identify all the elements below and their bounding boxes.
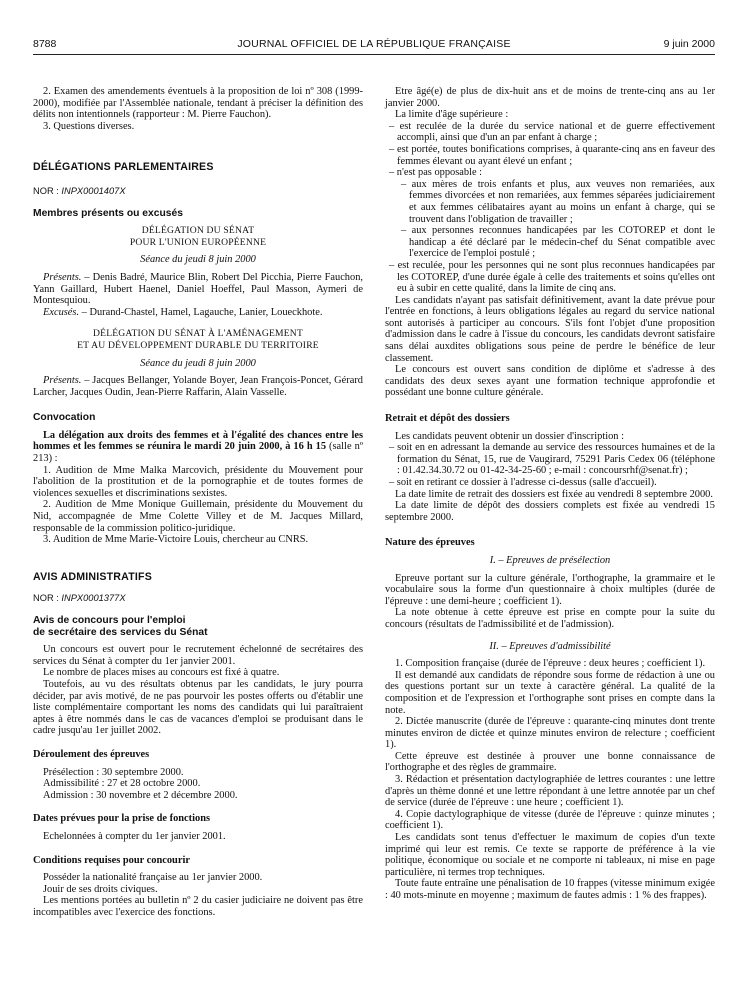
convocation-item: 2. Audition de Mme Monique Guillemain, présidente du Mouvement du Nid, accompagnée de Mme Colette Villey et de M. Jacques Millard, responsable de la commission politico-juridique. bbox=[33, 499, 363, 534]
subtitle-dates: Dates prévues pour la prise de fonctions bbox=[33, 813, 211, 825]
date-line: Présélection : 30 septembre 2000. bbox=[43, 766, 184, 778]
paragraph: Le concours est ouvert sans condition de diplôme et s'adresse à des candidats des deux sexes ayant une formation technique approfondie et possédant une bonne culture générale. bbox=[385, 364, 715, 399]
delegation-name: DÉLÉGATION DU SÉNAT À L'AMÉNAGEMENT bbox=[93, 328, 303, 340]
paragraph: La date limite de retrait des dossiers est fixée au vendredi 8 septembre 2000. bbox=[395, 488, 713, 500]
sub-list-item: – aux mères de trois enfants et plus, aux veuves non remariées, aux femmes divorcées et non remariées, aux femmes séparées judiciairement et aux femmes célibataires ayant au moins un enfant à charge, qui se trouvent dans l'obligation de travailler ; bbox=[401, 178, 715, 225]
date-line: Admission : 30 novembre et 2 décembre 2000. bbox=[43, 789, 238, 801]
list-item: – soit en en adressant la demande au service des ressources humaines et de la formation du Sénat, 15, rue de Vaugirard, 75291 Paris Cedex 06 (téléphone : 01.42.34.30.72 ou 01-42-34-25-60 ; e-mail : concoursrhf@senat.fr) ; bbox=[389, 442, 715, 477]
date-line: Admissibilité : 27 et 28 octobre 2000. bbox=[43, 778, 201, 790]
paragraph: Les candidats n'ayant pas satisfait définitivement, avant la date prévue pour l'entrée en fonctions, à leurs obligations légales au regard du service national sont autorisés à participer au concours. S'ils font l'objet d'une proposition d'admission dans le cadre à l'issue du concours, les candidats devront satisfaire sans délai auxdites obligations sous peine de perdre le bénéfice de leur classement. bbox=[385, 294, 715, 364]
convocation-item: 1. Audition de Mme Malka Marcovich, présidente du Mouvement pour l'abolition de la prostitution et de la pornographie et de toutes formes de violences sexuelles et discriminations sexistes. bbox=[33, 464, 363, 499]
presents-list: Présents. – Denis Badré, Maurice Blin, Robert Del Picchia, Pierre Fauchon, Yann Gaillard, Hubert Haenel, Daniel Hoeffel, Paul Masson, Aymeri de Montesquiou. bbox=[33, 271, 363, 307]
paragraph: La date limite de dépôt des dossiers complets est fixée au vendredi 15 septembre 2000. bbox=[385, 500, 715, 523]
convocation-item: 3. Audition de Mme Marie-Victoire Louis, chercheur au CNRS. bbox=[43, 534, 309, 546]
nor-reference: NOR : INPX0001377X bbox=[33, 593, 126, 604]
paragraph: Echelonnées à compter du 1er janvier 2001. bbox=[43, 830, 226, 842]
page-header bbox=[33, 38, 715, 54]
paragraph: Epreuve portant sur la culture générale, l'orthographe, la grammaire et le vocabulaire sous la forme d'un questionnaire à choix multiples (durée de l'épreuve : une demi-heure ; coefficient 1). bbox=[385, 572, 715, 607]
paragraph: La limite d'âge supérieure : bbox=[395, 109, 509, 121]
list-item: – soit en retirant ce dossier à l'adresse ci-dessus (salle d'accueil). bbox=[389, 477, 657, 488]
journal-title: JOURNAL OFFICIEL DE LA RÉPUBLIQUE FRANÇAISE bbox=[237, 38, 511, 50]
subtitle-retrait: Retrait et dépôt des dossiers bbox=[385, 413, 510, 425]
agenda-item: 2. Examen des amendements éventuels à la proposition de loi nº 308 (1999-2000), modifiée par l'Assemblée nationale, tendant à préciser la définition des délits non intentionnels (rapporteur : M. Pierre Fauchon). bbox=[33, 86, 363, 121]
seance-date: Séance du jeudi 8 juin 2000 bbox=[140, 254, 256, 266]
seance-date: Séance du jeudi 8 juin 2000 bbox=[140, 357, 256, 369]
list-item: – est reculée de la durée du service national et de guerre effectivement accompli, ainsi que d'un an par enfant à charge ; bbox=[389, 120, 715, 144]
subtitle-preselection: I. – Epreuves de présélection bbox=[489, 554, 611, 566]
subtitle-admissibilite: II. – Epreuves d'admissibilité bbox=[489, 640, 611, 652]
left-column bbox=[33, 86, 363, 918]
list-item: – est reculée, pour les personnes qui ne sont plus reconnues handicapées par les COTOREP, d'une durée égale à celle des traitements et soins qu'elles ont eu à subir en cette qualité, dans la limite de cinq ans. bbox=[389, 259, 715, 295]
paragraph: Les candidats peuvent obtenir un dossier d'inscription : bbox=[395, 430, 624, 442]
excuses-list: Excusés. – Durand-Chastel, Hamel, Lagauche, Lanier, Loueckhote. bbox=[43, 306, 323, 318]
nor-reference: NOR : INPX0001407X bbox=[33, 185, 126, 196]
paragraph: Un concours est ouvert pour le recrutement échelonné de secrétaires des services du Sénat à compter du 1er janvier 2001. bbox=[33, 644, 363, 667]
agenda-item: 3. Questions diverses. bbox=[43, 120, 135, 132]
paragraph: 2. Dictée manuscrite (durée de l'épreuve : quarante-cinq minutes dont trente minutes environ de dictée et quinze minutes environ de relecture ; coefficient 1). bbox=[385, 716, 715, 751]
subtitle-membres: Membres présents ou excusés bbox=[33, 207, 183, 219]
paragraph: 4. Copie dactylographique de vitesse (durée de l'épreuve : quinze minutes ; coefficient 1). bbox=[385, 808, 715, 832]
paragraph: Jouir de ses droits civiques. bbox=[43, 883, 158, 895]
sub-list-item: – aux personnes reconnues handicapées par les COTOREP et dont le handicap a été déclaré par le médecin-chef du Sénat compatible avec l'exercice de l'emploi postulé ; bbox=[401, 225, 715, 260]
convocation-text: La délégation aux droits des femmes et à l'égalité des chances entre les hommes et les femmes se réunira le mardi 20 juin 2000, à 16 h 15 (salle nº 213) : bbox=[33, 429, 363, 465]
paragraph: 1. Composition française (durée de l'épreuve : deux heures ; coefficient 1). bbox=[395, 658, 706, 670]
right-column bbox=[385, 86, 715, 902]
paragraph: Le nombre de places mises au concours est fixé à quatre. bbox=[43, 667, 280, 679]
paragraph: Il est demandé aux candidats de répondre sous forme de rédaction à une ou des questions portant sur un texte à caractère général. La qualité de la composition et de l'expression et l'orthographe sont prises en compte dans la note. bbox=[385, 669, 715, 716]
subtitle-deroulement: Déroulement des épreuves bbox=[33, 748, 150, 760]
paragraph: Etre âgé(e) de plus de dix-huit ans et de moins de trente-cinq ans au 1er janvier 2000. bbox=[385, 86, 715, 109]
paragraph: Cette épreuve est destinée à prouver une bonne connaissance de l'orthographe et des règles de grammaire. bbox=[385, 750, 715, 774]
section-title-delegations: DÉLÉGATIONS PARLEMENTAIRES bbox=[33, 161, 214, 174]
paragraph: Toute faute entraîne une pénalisation de 10 frappes (vitesse minimum exigée : 40 mots-minute en moyenne ; maximum de fautes admis : 1 % des frappes). bbox=[385, 878, 715, 901]
delegation-name: DÉLÉGATION DU SÉNAT bbox=[141, 225, 255, 237]
list-item: – est portée, toutes bonifications comprises, à quarante-cinq ans en faveur des femmes élevant ou ayant élevé un enfant ; bbox=[389, 143, 715, 167]
concours-title: Avis de concours pour l'emploi bbox=[33, 615, 186, 626]
paragraph: Toutefois, au vu des résultats obtenus par les candidats, le jury pourra décider, par avis motivé, de ne pas pourvoir les postes offerts ou d'établir une liste complémentaire comportant les noms des candidats qui lui paraîtraient aptes à être nommés dans le cas de vacances d'emploi se produisant dans le cadre jusqu'au 1er juillet 2002. bbox=[33, 678, 363, 737]
list-item: – n'est pas opposable : bbox=[389, 167, 483, 179]
paragraph: 3. Rédaction et présentation dactylographiée de lettres courantes : une lettre d'après un thème donné et une lettre répondant à une lettre annotée par un chef de service (durée de l'épreuve : une heure ; coefficient 1). bbox=[385, 774, 715, 809]
header-rule bbox=[33, 54, 715, 55]
paragraph: Les mentions portées au bulletin nº 2 du casier judiciaire ne doivent pas être incompatibles avec l'exercice des fonctions. bbox=[33, 895, 363, 918]
section-title-avis: AVIS ADMINISTRATIFS bbox=[33, 570, 152, 583]
delegation-name: ET AU DÉVELOPPEMENT DURABLE DU TERRITOIRE bbox=[77, 339, 319, 351]
page-number: 8788 bbox=[33, 38, 57, 50]
subtitle-conditions: Conditions requises pour concourir bbox=[33, 854, 190, 866]
paragraph: Les candidats sont tenus d'effectuer le maximum de copies d'un texte imprimé qui leur est remis. Ce texte se rapporte de préférence à la vie politique, économique ou sociale et ne comporte ni tableaux, ni mise en page particulière, ni termes trop techniques. bbox=[385, 832, 715, 878]
presents-list: Présents. – Jacques Bellanger, Yolande Boyer, Jean François-Poncet, Gérard Larcher, Jacques Oudin, Jean-Pierre Raffarin, Alain Vasselle. bbox=[33, 375, 363, 398]
paragraph: Posséder la nationalité française au 1er janvier 2000. bbox=[43, 872, 263, 884]
issue-date: 9 juin 2000 bbox=[663, 38, 715, 50]
subtitle-convocation: Convocation bbox=[33, 412, 96, 424]
paragraph: La note obtenue à cette épreuve est prise en compte pour la suite du concours (résultats de l'admissibilité et de l'admission). bbox=[385, 607, 715, 630]
delegation-name: POUR L'UNION EUROPÉENNE bbox=[129, 236, 267, 248]
subtitle-nature: Nature des épreuves bbox=[385, 537, 475, 549]
concours-title: de secrétaire des services du Sénat bbox=[33, 626, 208, 638]
